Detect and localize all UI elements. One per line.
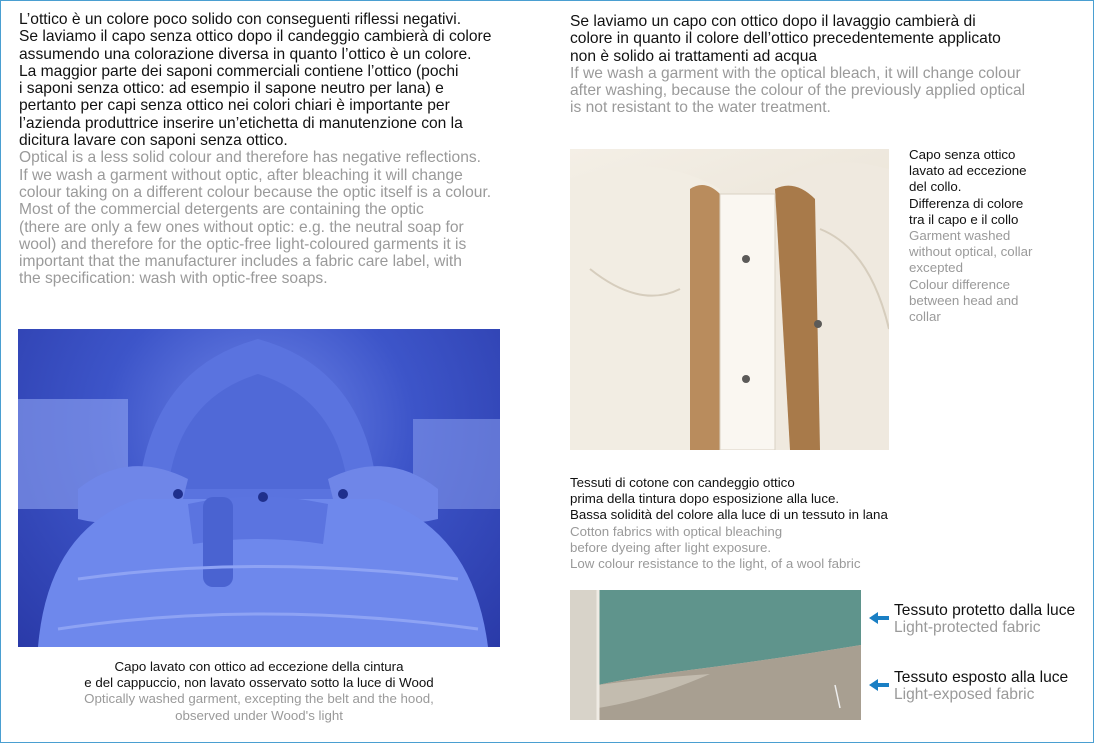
cotton-caption-english-line: Cotton fabrics with optical bleaching: [570, 523, 783, 539]
left-english-line: the specification: wash with optic-free soaps.: [19, 270, 328, 288]
jacket-caption-italian-line: e del cappuccio, non lavato osservato sotto la luce di Wood: [84, 675, 434, 691]
collar-caption-italian-line: Differenza di colore: [909, 195, 1024, 211]
jacket-wood-light-photo: [18, 329, 500, 647]
left-column-text: [19, 11, 534, 288]
collar-caption: [909, 147, 1084, 325]
left-italian-line: assumendo una colorazione diversa in quanto l’ottico è un colore.: [19, 45, 472, 63]
collar-caption-italian-line: lavato ad eccezione: [909, 163, 1027, 179]
right-italian-line: colore in quanto il colore dell’ottico precedentemente applicato: [570, 30, 1001, 48]
collar-caption-italian-line: del collo.: [909, 179, 962, 195]
right-column-text: [570, 13, 1080, 117]
left-italian-line: dicitura lavare con saponi senza ottico.: [19, 132, 288, 150]
arrow-left-icon: [868, 611, 890, 630]
left-english-line: important that the manufacturer includes a fabric care label, with: [19, 253, 462, 271]
left-english-line: (there are only a few ones without optic: e.g. the neutral soap for: [19, 218, 464, 236]
label-exposed-italian: Tessuto esposto alla luce: [894, 669, 1069, 686]
collar-caption-english-line: Colour difference: [909, 276, 1011, 292]
collar-caption-italian-line: Capo senza ottico: [909, 147, 1016, 162]
left-english-line: Most of the commercial detergents are containing the optic: [19, 201, 424, 219]
right-english-line: after washing, because the colour of the previously applied optical: [570, 82, 1026, 100]
left-italian-line: pertanto per capi senza ottico nei colori chiari è importante per: [19, 97, 450, 115]
left-italian-line: La maggior parte dei saponi commerciali contiene l’ottico (pochi: [19, 62, 459, 80]
right-english-line: If we wash a garment with the optical bleach, it will change colour: [570, 64, 1021, 82]
collar-caption-english-line: collar: [909, 309, 941, 325]
left-english-line: wool) and therefore for the optic-free light-coloured garments it is: [19, 235, 467, 253]
jacket-illustration: [18, 329, 500, 647]
collar-caption-english-line: excepted: [909, 260, 963, 276]
label-exposed-english: Light-exposed fabric: [894, 685, 1035, 703]
cotton-caption-italian-line: Bassa solidità del colore alla luce di un tessuto in lana: [570, 507, 888, 523]
jacket-caption: [18, 659, 500, 724]
jacket-caption-english-line: Optically washed garment, excepting the belt and the hood,: [84, 691, 434, 707]
label-protected-italian: Tessuto protetto dalla luce: [894, 602, 1076, 619]
left-italian-line: Se laviamo il capo senza ottico dopo il candeggio cambierà di colore: [19, 28, 492, 46]
label-protected-english: Light-protected fabric: [894, 618, 1041, 636]
arrow-left-icon: [868, 678, 890, 697]
collar-caption-italian-line: tra il capo e il collo: [909, 211, 1019, 227]
cotton-caption-english-line: Low colour resistance to the light, of a wool fabric: [570, 556, 861, 572]
collar-illustration: [570, 149, 889, 450]
jacket-caption-italian-line: Capo lavato con ottico ad eccezione della cintura: [114, 659, 404, 674]
left-english-line: Optical is a less solid colour and therefore has negative reflections.: [19, 149, 481, 167]
right-italian-line: non è solido ai trattamenti ad acqua: [570, 47, 818, 65]
cotton-caption: [570, 475, 990, 572]
cotton-caption-italian-line: prima della tintura dopo esposizione alla luce.: [570, 491, 840, 507]
left-english-line: colour taking on a different colour because the optic itself is a colour.: [19, 183, 492, 201]
left-english-line: If we wash a garment without optic, after bleaching it will change: [19, 166, 463, 184]
fur-collar-photo: [570, 149, 889, 450]
right-english-line: is not resistant to the water treatment.: [570, 99, 831, 117]
collar-caption-english-line: without optical, collar: [909, 244, 1033, 260]
left-italian-line: l’azienda produttrice inserire un’etichetta di manutenzione con la: [19, 114, 463, 132]
jacket-caption-english-line: observed under Wood's light: [175, 707, 343, 723]
left-italian-line: L’ottico è un colore poco solido con conseguenti riflessi negativi.: [19, 11, 462, 28]
cotton-caption-italian-line: Tessuti di cotone con candeggio ottico: [570, 475, 795, 490]
collar-caption-english-line: between head and: [909, 292, 1019, 308]
collar-caption-english-line: Garment washed: [909, 228, 1011, 244]
fabric-swatch-photo: [570, 590, 861, 720]
right-italian-line: Se laviamo un capo con ottico dopo il lavaggio cambierà di: [570, 13, 976, 30]
left-italian-line: i saponi senza ottico: ad esempio il sapone neutro per lana) e: [19, 80, 444, 98]
fabric-illustration: [570, 590, 861, 720]
cotton-caption-english-line: before dyeing after light exposure.: [570, 539, 772, 555]
